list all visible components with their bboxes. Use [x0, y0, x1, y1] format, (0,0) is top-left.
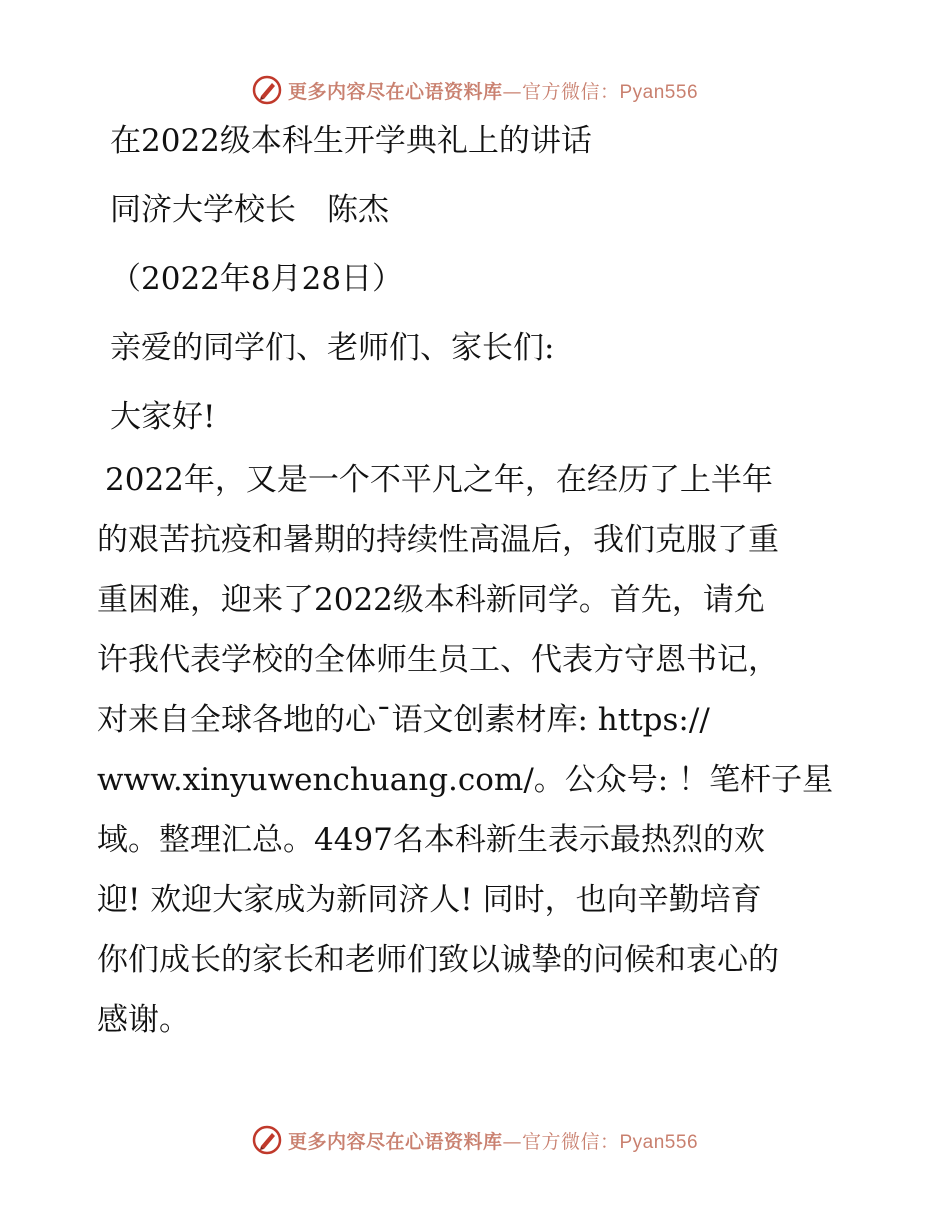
- body-line: www.xinyuwenchuang.com/。公众号: ！笔杆子星: [97, 762, 834, 798]
- document-salutation: 亲爱的同学们、老师们、家长们:: [110, 330, 555, 366]
- body-line: 你们成长的家长和老师们致以诚挚的问候和衷心的: [97, 942, 779, 978]
- body-line: 2022年，又是一个不平凡之年，在经历了上半年: [105, 462, 773, 498]
- body-line: 感谢。: [97, 1002, 190, 1038]
- document-body: [97, 118, 857, 1050]
- document-greeting: 大家好!: [110, 399, 216, 435]
- body-line: 重困难，迎来了2022级本科新同学。首先，请允: [97, 582, 765, 618]
- banner-main: 更多内容尽在心语资料库: [287, 80, 503, 103]
- document-title: 在2022级本科生开学典礼上的讲话: [110, 123, 592, 159]
- body-line: 域。整理汇总。4497名本科新生表示最热烈的欢: [97, 822, 765, 858]
- body-paragraph: [97, 450, 857, 1050]
- banner-dash: —: [502, 80, 522, 103]
- banner-official: 官方微信：: [521, 80, 620, 103]
- document-author: 同济大学校长 陈杰: [110, 192, 389, 228]
- body-line: 对来自全球各地的心¯语文创素材库: https://: [97, 702, 710, 738]
- banner-id: Pyan556: [619, 81, 699, 103]
- body-line: 许我代表学校的全体师生员工、代表方守恩书记，: [97, 642, 779, 678]
- banner-dash: —: [502, 1130, 522, 1153]
- banner-id: Pyan556: [619, 1131, 699, 1153]
- pen-logo-icon: [252, 1125, 282, 1155]
- pen-logo-icon: [252, 75, 282, 105]
- document-date: （2022年8月28日）: [110, 261, 404, 297]
- header-watermark-banner: [0, 70, 950, 110]
- banner-official: 官方微信：: [521, 1130, 620, 1153]
- banner-main: 更多内容尽在心语资料库: [287, 1130, 503, 1153]
- footer-watermark-banner: [0, 1120, 950, 1160]
- banner-text: [288, 77, 698, 104]
- banner-text: [288, 1127, 698, 1154]
- body-line: 迎! 欢迎大家成为新同济人! 同时，也向辛勤培育: [97, 882, 762, 918]
- body-line: 的艰苦抗疫和暑期的持续性高温后，我们克服了重: [97, 522, 779, 558]
